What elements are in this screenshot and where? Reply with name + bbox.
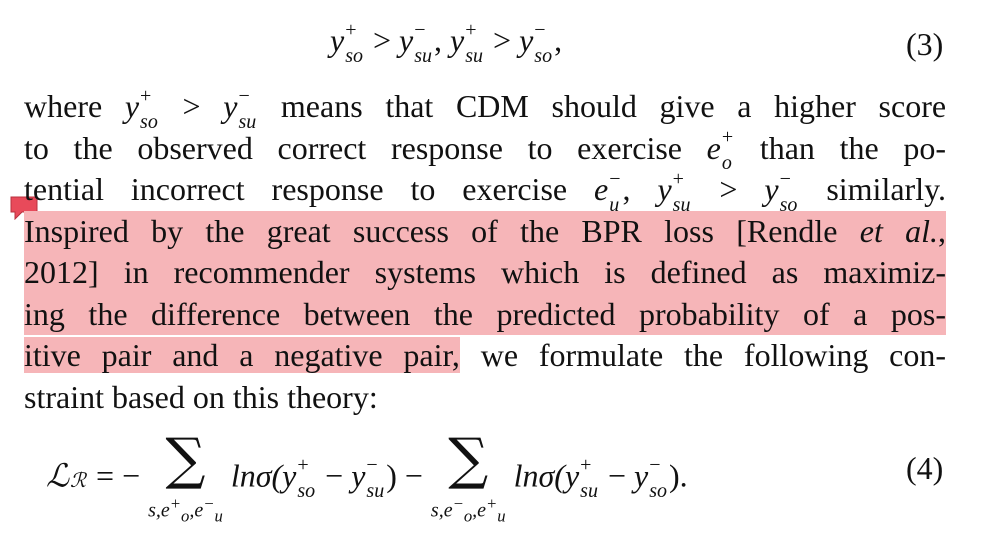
equation-4: ℒ ℛ = − ∑ $s,e^+_o,e^-_u$ lnσ(y + so − y − su ) − ∑ $s,e^-_o,e^+_u$ lnσ(y + su − y − so ). (46, 427, 688, 526)
highlighted-span[interactable]: itive pair and a negative pair, (24, 337, 460, 373)
text-line: where y + so > y − su means that CDM should give a higher score (24, 84, 947, 133)
highlighted-line[interactable]: 2012] in recommender systems which is defined as maximiz- (24, 252, 946, 294)
sum-operator-2: ∑ $s,e^-_o,e^+_u$ (430, 427, 506, 526)
equation-3-number: (3) (906, 26, 944, 62)
body-paragraph (24, 86, 946, 418)
sum-operator-1: ∑ $s,e^+_o,e^-_u$ (148, 427, 223, 526)
text-line: to the observed correct response to exercise e + o than the po- (24, 126, 947, 175)
highlighted-line[interactable]: Inspired by the great success of the BPR loss [Rendle et al., (24, 211, 946, 253)
equation-3: y + so > y − su , y + su > y − so , (330, 18, 563, 67)
text-line: itive pair and a negative pair, we formulate the following con- (24, 337, 947, 373)
highlighted-line[interactable]: ing the difference between the predicted probability of a pos- (24, 294, 946, 336)
text-line: straint based on this theory: (24, 378, 378, 415)
equation-4-number: (4) (906, 450, 944, 486)
text-line: tential incorrect response to exercise e − u , y + su > y − so similarly. (24, 167, 946, 216)
